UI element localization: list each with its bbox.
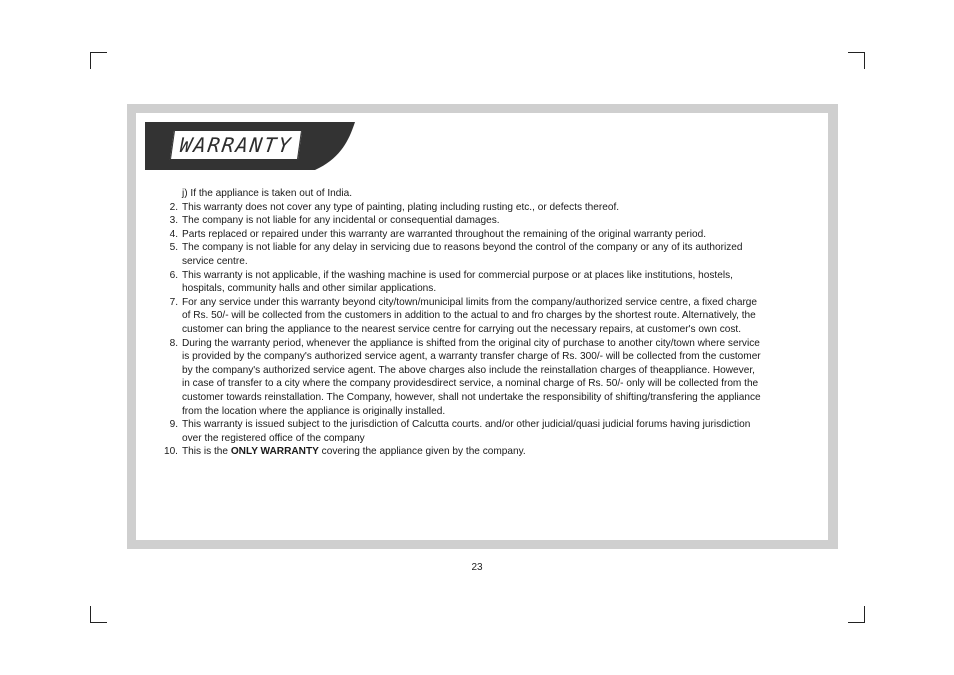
section-title: WARRANTY [170, 130, 302, 160]
warranty-terms [156, 187, 762, 459]
item10-post: covering the appliance given by the company. [318, 446, 526, 458]
list-item-text: Parts replaced or repaired under this warranty are warranted throughout the remaining of the original warranty period. [182, 228, 707, 240]
list-item-number: 8. [169, 337, 178, 349]
list-item-number: 5. [169, 242, 178, 254]
list-item-number: 3. [169, 215, 178, 227]
section-banner [145, 122, 355, 172]
list-item-number: 2. [169, 201, 178, 213]
list-item-8 [156, 337, 762, 419]
list-item-10 [156, 445, 762, 459]
list-item-3 [156, 214, 762, 228]
list-item-text: This warranty is issued subject to the jurisdiction of Calcutta courts. and/or other judicial/quasi judicial forums having jurisdiction over the registered office of the company [182, 419, 751, 444]
list-item-text: This warranty does not cover any type of painting, plating including rusting etc., or defects thereof. [182, 201, 620, 213]
list-item-text: This warranty is not applicable, if the washing machine is used for commercial purpose or at places like institutions, hostels, hospitals, community halls and other similar applications. [182, 269, 733, 295]
list-item-4 [156, 228, 762, 242]
crop-mark-top-left [90, 52, 107, 69]
list-item-text [182, 445, 762, 459]
item10-pre: This is the [182, 446, 231, 458]
list-item-text: j) If the appliance is taken out of India. [182, 188, 353, 199]
content-panel [136, 113, 828, 540]
list-item-number: 10. [163, 446, 178, 458]
list-item-7 [156, 296, 762, 337]
list-item-9 [156, 418, 762, 445]
crop-mark-bottom-left [90, 606, 107, 623]
crop-mark-top-right [848, 52, 865, 69]
item10-bold: ONLY WARRANTY [230, 446, 319, 458]
list-item-5 [156, 241, 762, 268]
list-item-text: During the warranty period, whenever the appliance is shifted from the original city of purchase to another city/town where service is provided by the company's authorized service agent, a warranty transfer charge of Rs. 300/- will be collected from the customer by the company's authorized service agent. The above charges also include the reinstallation charges of theappliance. However, in case of transfer to a city where the company providesdirect service, a nominal charge of Rs. 50/- only will be collected from the customer towards reinstallation. The Company, however, shall not undertake the responsibility of shifting/transfering the appliance from the location where the appliance is originally installed. [182, 337, 761, 417]
page-number: 23 [471, 562, 483, 573]
page-frame [127, 104, 838, 549]
list-item-number: 6. [169, 269, 178, 281]
list-item-number: 7. [169, 296, 178, 308]
list-item-6 [156, 269, 762, 296]
list-item-text: For any service under this warranty beyond city/town/municipal limits from the company/authorized service centre, a fixed charge of Rs. 50/- will be collected from the customers in addition to the actual to and fro charges by the shortest route. Alternatively, the customer can bring the appliance to the nearest service centre for carrying out the necessary repairs, at customer's own cost. [182, 296, 758, 335]
list-item-2 [156, 201, 762, 215]
list-item-text: The company is not liable for any incidental or consequential damages. [182, 215, 500, 227]
list-item-number: 9. [169, 419, 178, 431]
list-item-j [156, 187, 762, 201]
crop-mark-bottom-right [848, 606, 865, 623]
list-item-number: 4. [169, 228, 178, 240]
list-item-text: The company is not liable for any delay in servicing due to reasons beyond the control of the company or any of its authorized service centre. [182, 242, 743, 267]
